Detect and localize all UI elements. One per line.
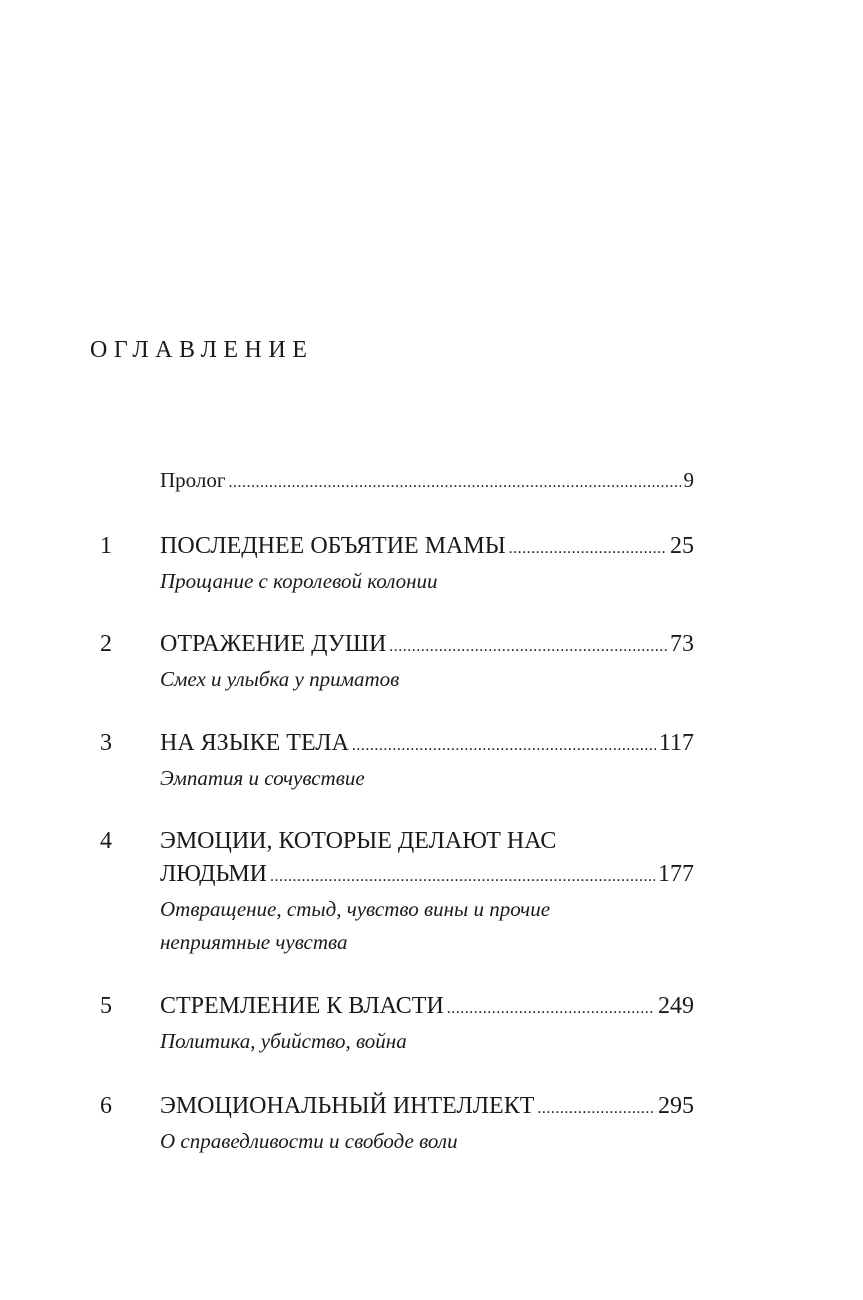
page-number: 25 — [670, 533, 694, 559]
chapter-number: 1 — [100, 533, 112, 559]
page-number: 9 — [683, 468, 694, 492]
entry-title: Пролог — [160, 468, 226, 492]
chapter-title: СТРЕМЛЕНИЕ К ВЛАСТИ — [160, 993, 444, 1019]
chapter-subtitle: Эмпатия и сочувствие — [160, 766, 365, 790]
chapter-title: ЭМОЦИОНАЛЬНЫЙ ИНТЕЛЛЕКТ — [160, 1093, 535, 1119]
chapter-title: ЭМОЦИИ, КОТОРЫЕ ДЕЛАЮТ НАС — [160, 828, 557, 854]
chapter-number: 5 — [100, 993, 112, 1019]
toc-heading: ОГЛАВЛЕНИЕ — [90, 337, 314, 363]
chapter-number: 6 — [100, 1093, 112, 1119]
dot-leader — [447, 992, 655, 1025]
chapter-title: ОТРАЖЕНИЕ ДУШИ — [160, 631, 387, 657]
page-number: 249 — [658, 993, 694, 1019]
chapter-subtitle: Смех и улыбка у приматов — [160, 667, 400, 691]
page-number: 177 — [658, 861, 694, 887]
page-number: 117 — [658, 730, 694, 756]
chapter-title: ПОСЛЕДНЕЕ ОБЪЯТИЕ МАМЫ — [160, 533, 506, 559]
dot-leader — [509, 532, 667, 565]
chapter-title: НА ЯЗЫКЕ ТЕЛА — [160, 730, 349, 756]
chapter-title-line2: ЛЮДЬМИ — [160, 861, 268, 887]
chapter-number: 3 — [100, 730, 112, 756]
dot-leader — [228, 466, 680, 499]
page-number: 295 — [658, 1093, 694, 1119]
chapter-subtitle: О справедливости и свободе воли — [160, 1129, 458, 1153]
page-number: 73 — [670, 631, 694, 657]
chapter-subtitle: Отвращение, стыд, чувство вины и прочие неприятные чувства — [160, 897, 551, 954]
chapter-number: 4 — [100, 828, 112, 854]
dot-leader — [270, 860, 655, 893]
dot-leader — [352, 729, 656, 762]
chapter-subtitle: Политика, убийство, война — [160, 1029, 407, 1053]
chapter-number: 2 — [100, 631, 112, 657]
chapter-subtitle: Прощание с королевой колонии — [160, 569, 438, 593]
dot-leader — [537, 1092, 655, 1125]
dot-leader — [389, 630, 667, 663]
